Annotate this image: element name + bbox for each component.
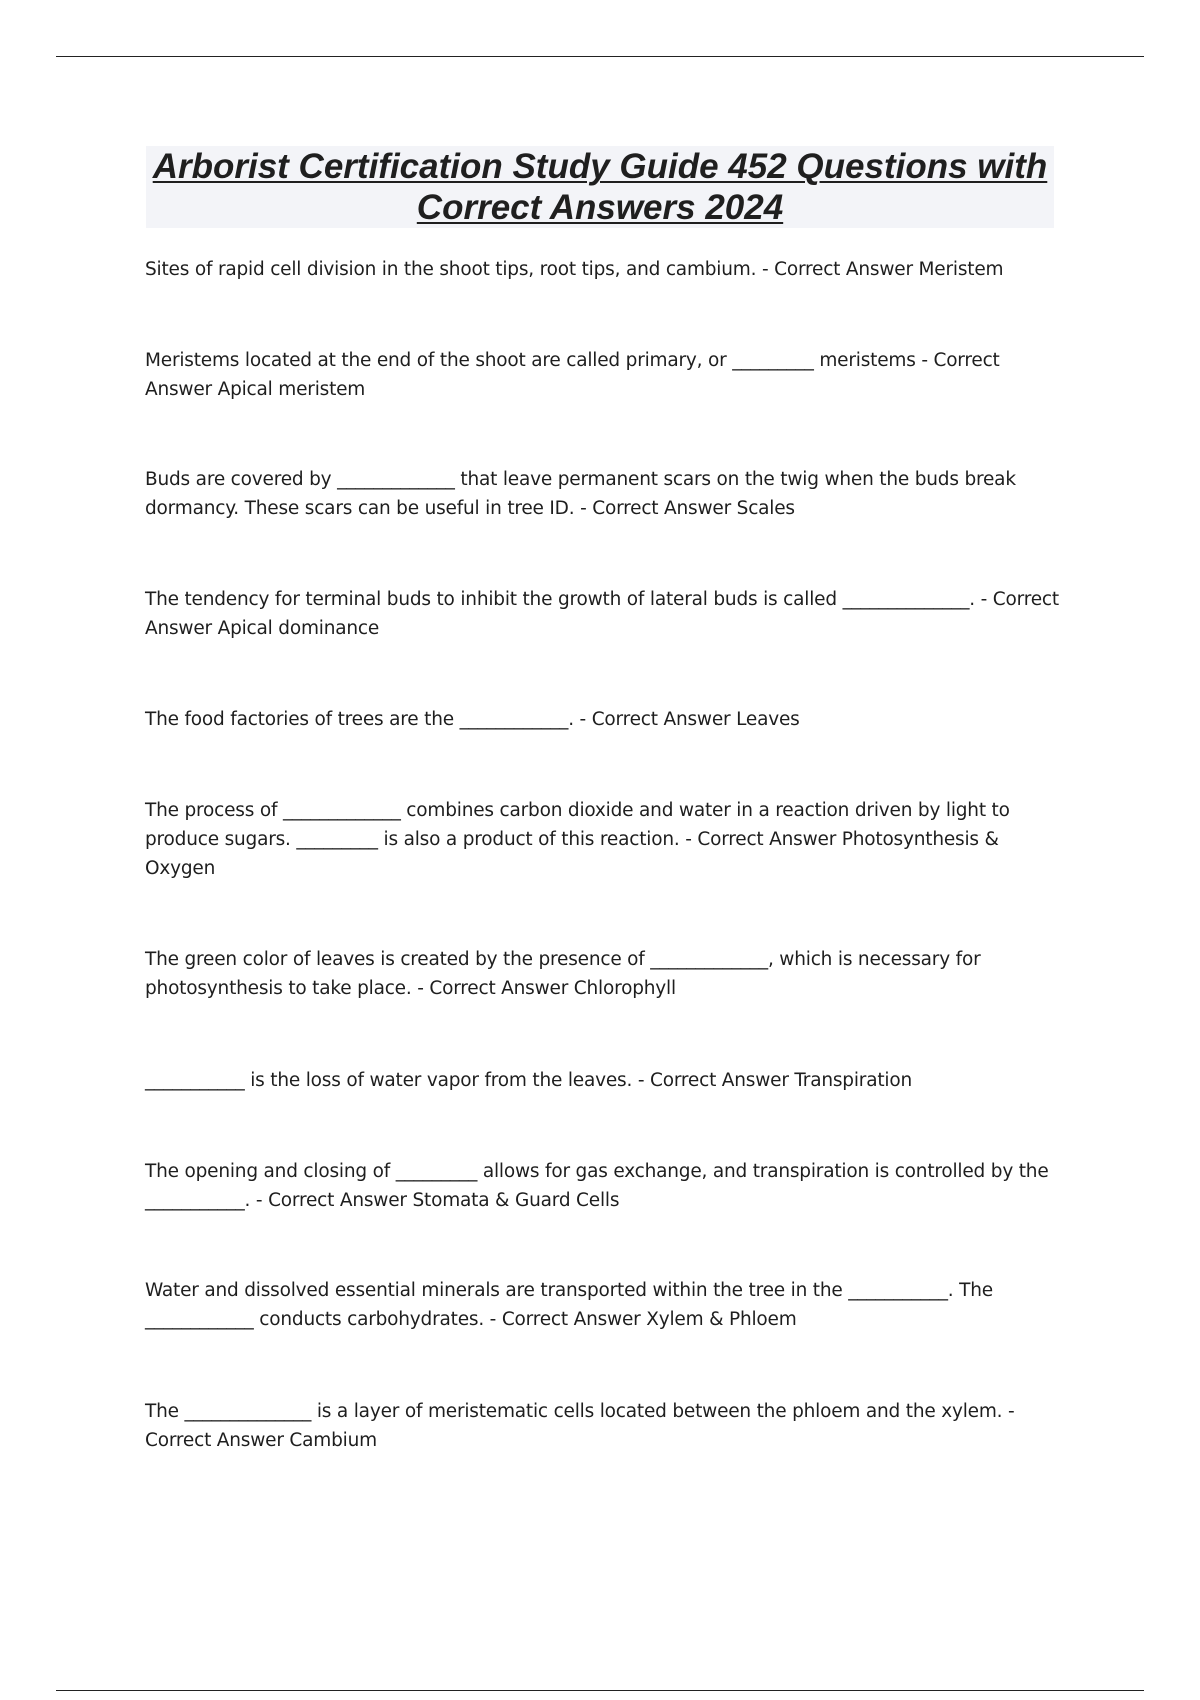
qa-item-3: Buds are covered by _____________ that leave permanent scars on the twig when the buds break dormancy. These scars can be useful in tree ID. - Correct Answer Scales (145, 469, 1016, 519)
document-title: Arborist Certification Study Guide 452 Questions with Correct Answers 2024 (152, 147, 1048, 227)
qa-item-11: The ______________ is a layer of meristematic cells located between the phloem and the xylem. - Correct Answer Cambium (145, 1401, 1015, 1451)
qa-item-9: The opening and closing of _________ allows for gas exchange, and transpiration is controlled by the ___________. - Correct Answer Stomata & Guard Cells (145, 1161, 1049, 1211)
qa-item-1: Sites of rapid cell division in the shoot tips, root tips, and cambium. - Correct Answer Meristem (145, 259, 1004, 280)
qa-item-10: Water and dissolved essential minerals are transported within the tree in the ___________. The ____________ conducts carbohydrates. - Correct Answer Xylem & Phloem (145, 1280, 993, 1330)
title-box (146, 146, 1054, 228)
qa-item-4: The tendency for terminal buds to inhibit the growth of lateral buds is called ______________. - Correct Answer Apical dominance (145, 589, 1059, 639)
qa-item-2: Meristems located at the end of the shoot are called primary, or _________ meristems - Correct Answer Apical meristem (145, 350, 1000, 400)
qa-item-8: ___________ is the loss of water vapor from the leaves. - Correct Answer Transpiration (145, 1070, 912, 1091)
qa-item-6: The process of _____________ combines carbon dioxide and water in a reaction driven by light to produce sugars. _________ is also a product of this reaction. - Correct Answer Photosynthesis & Oxygen (145, 800, 1010, 879)
qa-item-7: The green color of leaves is created by the presence of _____________, which is necessary for photosynthesis to take place. - Correct Answer Chlorophyll (145, 949, 981, 999)
qa-item-5: The food factories of trees are the ____________. - Correct Answer Leaves (145, 709, 800, 730)
top-rule (56, 56, 1144, 57)
bottom-rule (56, 1690, 1144, 1691)
